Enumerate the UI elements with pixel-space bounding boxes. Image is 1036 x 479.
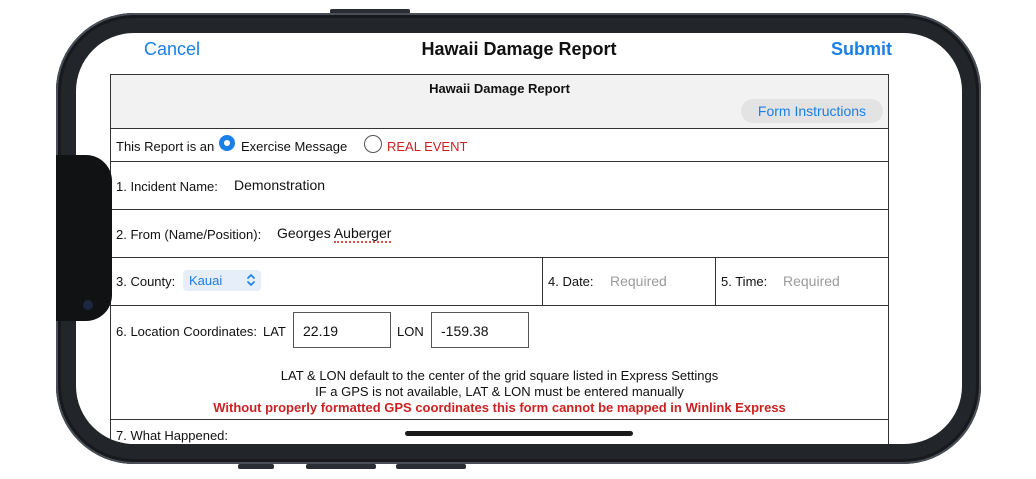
lon-value: -159.38 [441,323,489,339]
navigation-bar [76,33,962,69]
location-row [111,306,888,420]
location-note-1: LAT & LON default to the center of the grid square listed in Express Settings [280,368,719,383]
location-warning: Without properly formatted GPS coordinates this form cannot be mapped in Winlink Express [213,400,786,415]
home-indicator[interactable] [405,431,633,436]
damage-report-form [110,74,889,444]
county-select[interactable] [183,270,261,291]
time-field[interactable]: Required [783,273,840,289]
from-first-name: Georges [277,225,331,241]
page-title: Hawaii Damage Report [421,39,617,59]
lat-input[interactable] [293,312,391,348]
location-note-2: IF a GPS is not available, LAT & LON must be entered manually [315,384,684,399]
from-last-name: Auberger [333,225,392,241]
device-notch [56,155,112,321]
form-instructions-button[interactable]: Form Instructions [741,99,883,123]
from-field[interactable] [277,225,391,241]
real-event-option[interactable]: REAL EVENT [387,139,468,154]
from-label: 2. From (Name/Position): [116,227,262,242]
device-button-bottom-3 [396,464,466,469]
select-chevron-icon [245,272,257,288]
report-type-row [111,129,888,162]
device-button-bottom-1 [238,464,274,469]
time-label: 5. Time: [721,274,768,289]
cancel-button[interactable]: Cancel [144,39,201,59]
exercise-message-option[interactable]: Exercise Message [241,139,348,154]
lat-value: 22.19 [303,323,339,339]
submit-button[interactable]: Submit [831,39,892,59]
date-time-divider [715,258,716,305]
radio-unselected-icon[interactable] [364,135,382,153]
camera-icon [83,300,93,310]
screen [76,33,962,444]
radio-selected-icon[interactable] [219,135,235,151]
location-label: 6. Location Coordinates: [116,324,257,339]
incident-name-label: 1. Incident Name: [116,179,218,194]
what-happened-label: 7. What Happened: [116,428,229,443]
form-header-title: Hawaii Damage Report [429,81,570,96]
from-row [111,210,888,258]
lon-label: LON [397,324,424,339]
incident-name-field[interactable]: Demonstration [234,177,326,193]
lon-input[interactable] [431,312,529,348]
county-date-time-row [111,258,888,306]
date-field[interactable]: Required [610,273,667,289]
county-date-divider [542,258,543,305]
incident-name-row [111,162,888,210]
report-type-label: This Report is an [116,139,215,154]
date-label: 4. Date: [548,274,594,289]
lat-label: LAT [263,324,286,339]
form-header [111,75,888,129]
county-select-value: Kauai [189,273,223,288]
device-button-bottom-2 [306,464,376,469]
county-label: 3. County: [116,274,176,289]
